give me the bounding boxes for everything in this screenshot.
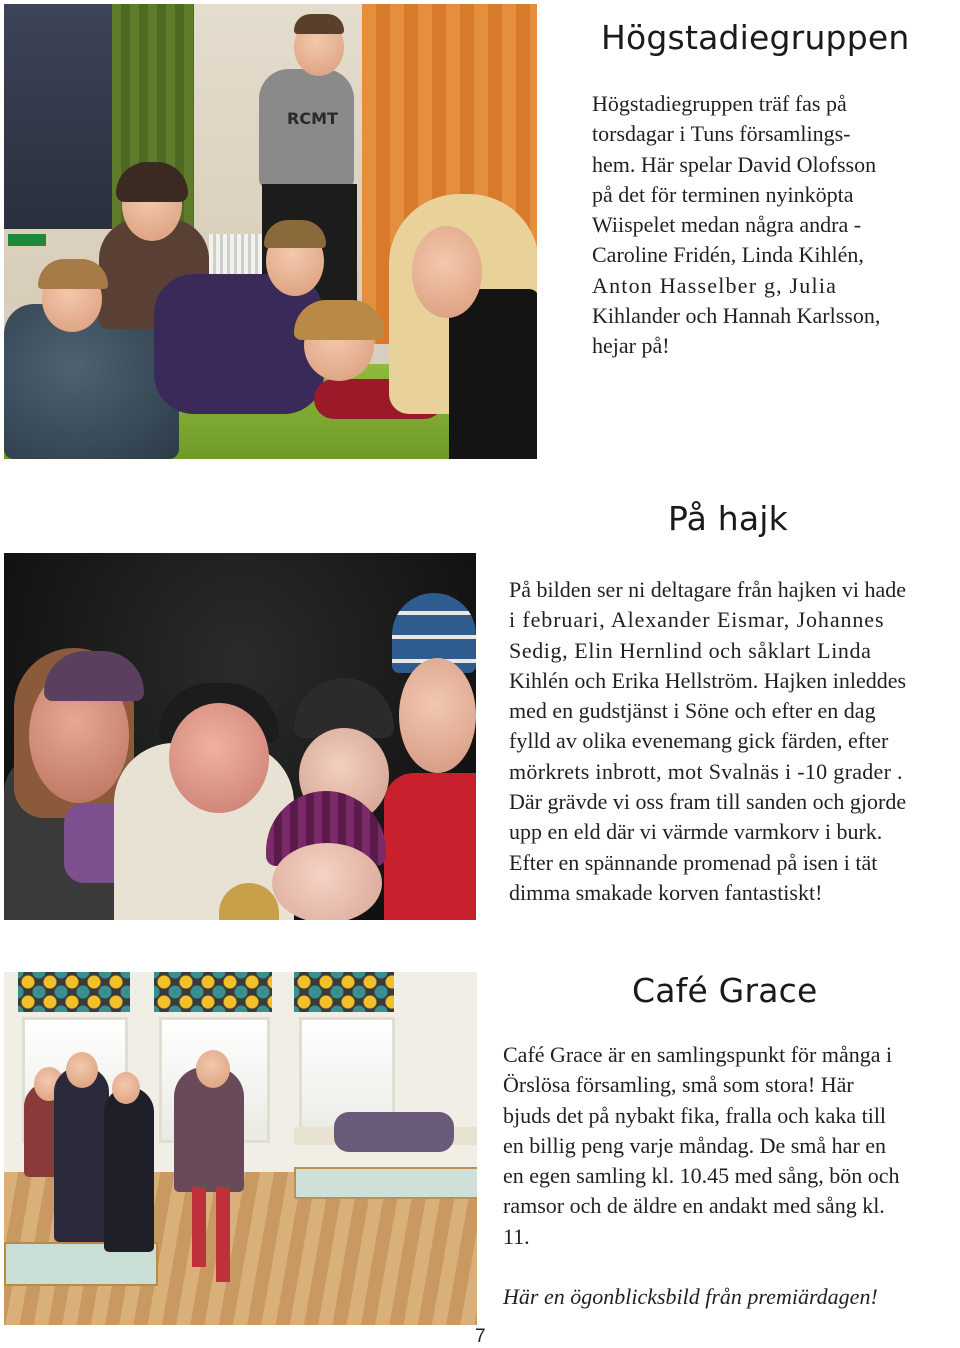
text-line: Örslösa församling, små som stora! Här — [503, 1072, 854, 1098]
section-body-pa-hajk — [509, 575, 906, 908]
text-line: en egen samling kl. 10.45 med sång, bön och — [503, 1163, 900, 1189]
text-line: hejar på! — [592, 333, 670, 359]
text-line: 11. — [503, 1223, 530, 1249]
text-line: Wiispelet medan några andra - — [592, 212, 862, 238]
text-line: På bilden ser ni deltagare från hajken vi hade — [509, 577, 907, 602]
text-line: fylld av olika evenemang gick färden, efter — [509, 728, 889, 754]
text-line: Anton Hasselber g, Julia — [592, 272, 838, 298]
shirt-print: RCMT — [287, 109, 338, 128]
section-heading-pa-hajk: På hajk — [668, 499, 788, 538]
text-line: Högstadiegruppen träf fas på — [592, 91, 847, 116]
text-line: ramsor och de äldre en andakt med sång kl. — [503, 1193, 885, 1219]
text-line: Efter en spännande promenad på isen i tät — [509, 849, 878, 875]
text-line: hem. Här spelar David Olofsson — [592, 151, 877, 177]
section-body-hogstadiegruppen — [592, 89, 880, 362]
text-line: mörkrets inbrott, mot Svalnäs i -10 grader . — [509, 758, 903, 784]
text-line: en billig peng varje måndag. De små har en — [503, 1132, 887, 1158]
hike-photo — [4, 553, 476, 920]
photo-caption: Här en ögonblicksbild från premiärdagen! — [503, 1284, 878, 1309]
section-heading-hogstadiegruppen: Högstadiegruppen — [601, 18, 910, 57]
text-line: Där grävde vi oss fram till sanden och gjorde — [509, 789, 907, 815]
page-number: 7 — [475, 1326, 486, 1347]
text-line: Sedig, Elin Hernlind och såklart Linda — [509, 637, 872, 663]
text-line: Café Grace är en samlingspunkt för många i — [503, 1042, 893, 1067]
text-line: torsdagar i Tuns församlings- — [592, 121, 851, 147]
cafe-photo — [4, 972, 477, 1325]
section-heading-cafe-grace: Café Grace — [632, 971, 818, 1010]
section-body-cafe-grace — [503, 1040, 900, 1252]
youth-group-photo — [4, 4, 537, 459]
text-line: Kihlén och Erika Hellström. Hajken inleddes — [509, 667, 907, 693]
text-line: Caroline Fridén, Linda Kihlén, — [592, 242, 864, 268]
text-line: i februari, Alexander Eismar, Johannes — [509, 607, 885, 633]
text-line: med en gudstjänst i Söne och efter en dag — [509, 698, 876, 724]
text-line: Kihlander och Hannah Karlsson, — [592, 303, 881, 329]
text-line: bjuds det på nybakt fika, fralla och kaka till — [503, 1102, 887, 1128]
text-line: på det för terminen nyinköpta — [592, 181, 854, 207]
text-line: upp en eld där vi värmde varmkorv i burk. — [509, 819, 883, 845]
text-line: dimma smakade korven fantastiskt! — [509, 879, 823, 905]
